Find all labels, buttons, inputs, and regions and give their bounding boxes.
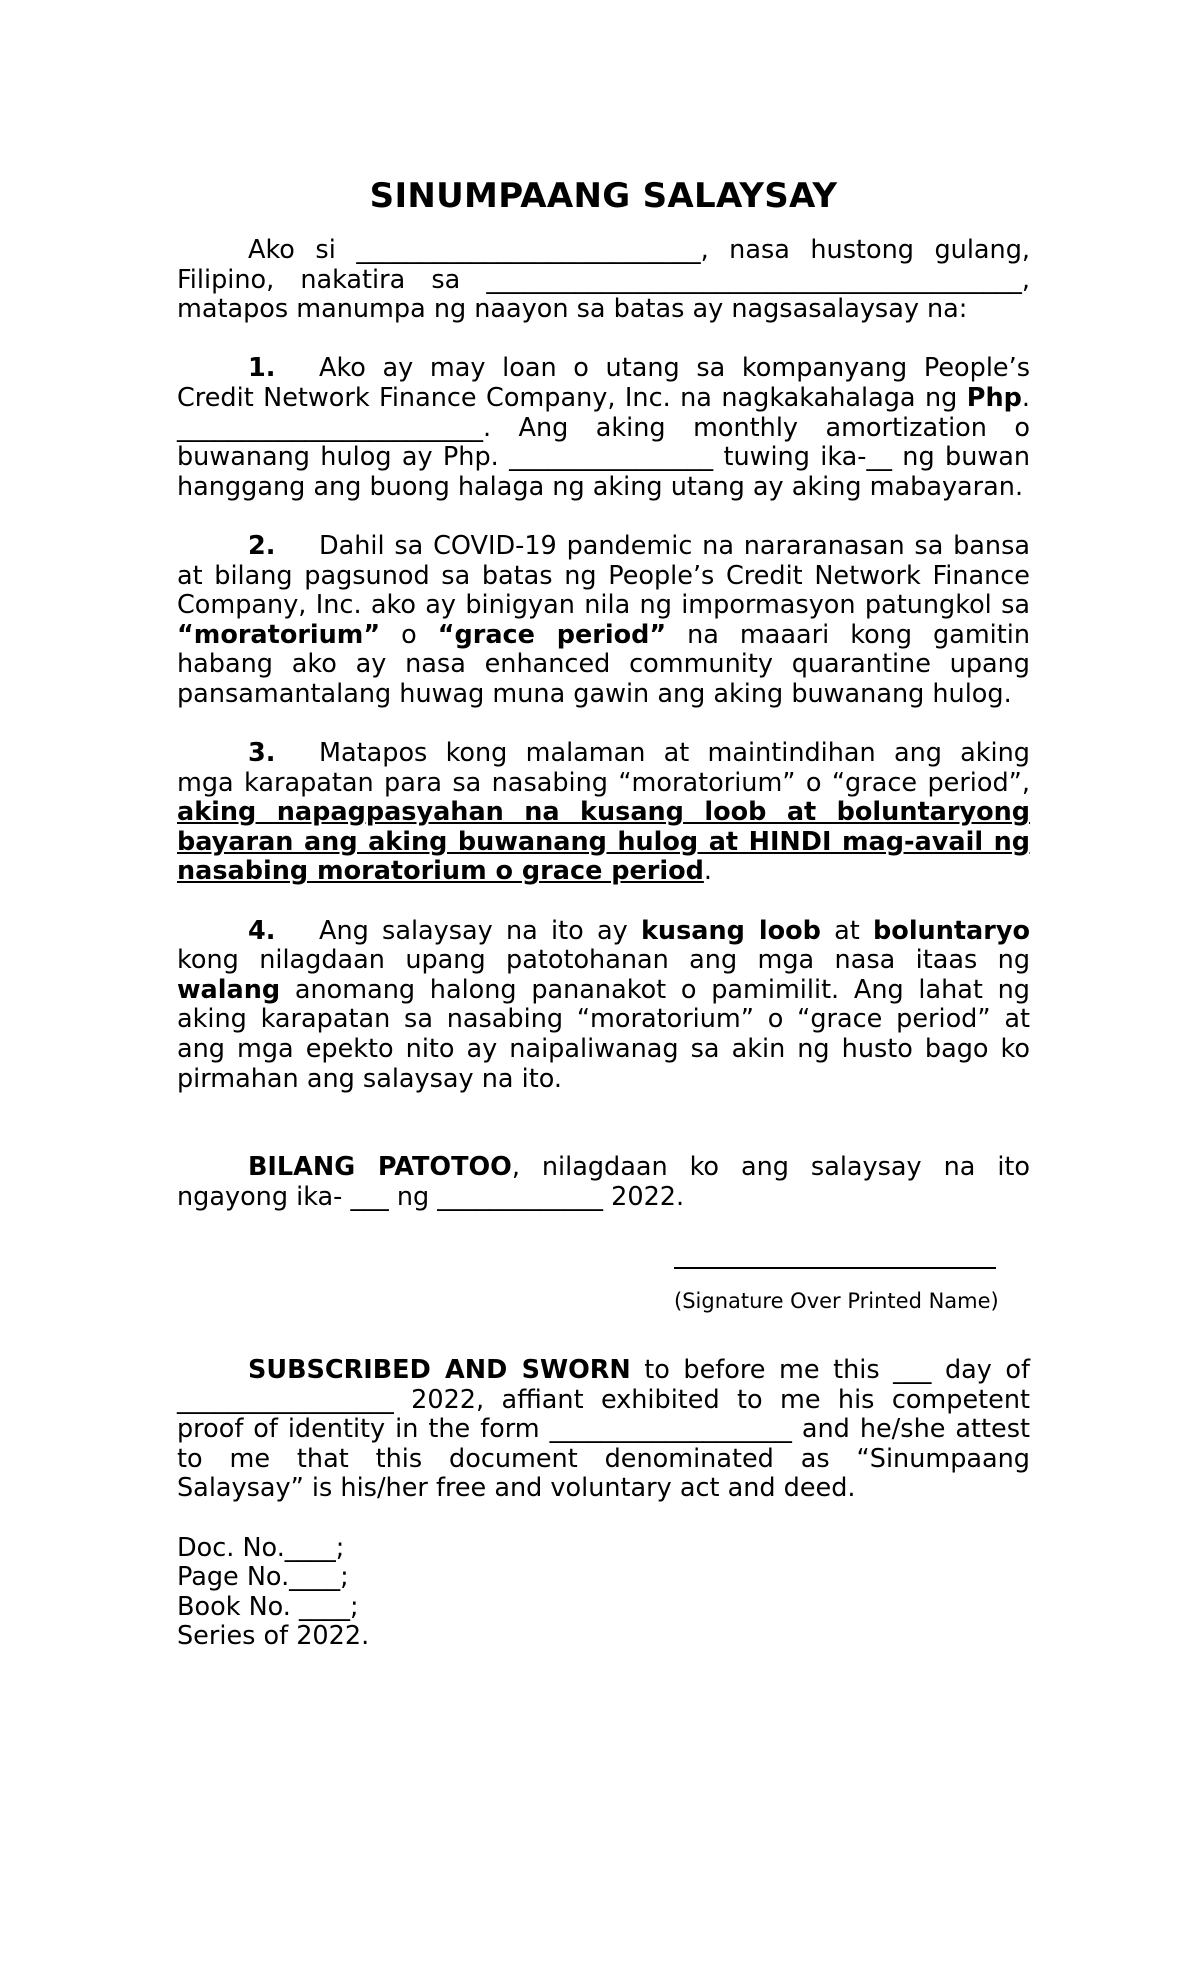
document-title: SINUMPAANG SALAYSAY — [369, 176, 838, 216]
item-4-text-c: anomang halong pananakot o pamimilit. Ang lahat ng aking karapatan sa nasabing “moratorium” o “grace period” at ang mga epekto nito ay naipaliwanag sa akin ng husto bago ko pirmahan ang salaysay na ito. — [177, 974, 1030, 1094]
series: Series of 2022. — [177, 1621, 370, 1652]
intro-nasa: , nasa hustong gulang, Filipino, nakatira sa — [177, 235, 1030, 295]
signature-line — [674, 1267, 996, 1269]
item-1-php: Php — [966, 382, 1022, 413]
item-4-text-b: kong nilagdaan upang patotohanan ang mga nasa itaas ng — [177, 945, 1030, 976]
intro-end: , matapos manumpa ng naayon sa batas ay nagsasalaysay na: — [177, 264, 1031, 325]
item-1-text-b: . ________________________. Ang aking monthly amortization o buwanang hulog ay Php. ________________ tuwing ika-__ ng buwan hanggang ang buong halaga ng aking utang ay aking mabayaran. — [177, 382, 1030, 502]
item-4-paragraph — [177, 917, 1030, 1095]
item-2-o: o — [380, 619, 438, 650]
item-2-paragraph — [177, 532, 1030, 710]
document-page — [177, 176, 1030, 1652]
signature-caption: (Signature Over Printed Name) — [674, 1289, 999, 1314]
item-2-grace-period: “grace period” — [437, 619, 667, 650]
item-4-boluntaryo: boluntaryo — [873, 915, 1030, 946]
item-1-number: 1. — [248, 353, 276, 384]
item-3-end: . — [703, 856, 712, 887]
patotoo-heading: BILANG PATOTOO — [248, 1152, 512, 1183]
item-2-moratorium: “moratorium” — [177, 619, 381, 650]
name-blank: ___________________________ — [356, 235, 701, 265]
item-4-number: 4. — [248, 915, 276, 946]
jurat-paragraph — [177, 1356, 1030, 1504]
item-4-kusang-loob: kusang loob — [640, 915, 821, 946]
signature-block — [177, 1212, 1030, 1326]
jurat-text: to before me this ___ day of _________________ 2022, affiant exhibited to me his competent proof of identity in the form ___________________ and he/she attest to me that this document denominated as “Sinumpaang Salaysay” is his/her free and voluntary act and deed. — [177, 1355, 1030, 1504]
intro-paragraph — [177, 236, 1030, 325]
address-blank: __________________________________________ — [486, 264, 1022, 295]
jurat-heading: SUBSCRIBED AND SWORN — [248, 1355, 631, 1385]
item-2-number: 2. — [248, 530, 276, 561]
item-3-paragraph — [177, 739, 1030, 887]
patotoo-paragraph — [177, 1153, 1030, 1212]
item-3-underlined-decision: aking napagpasyahan na kusang loob at boluntaryong bayaran ang aking buwanang hulog at HINDI mag-avail ng nasabing moratorium o grace period — [177, 797, 1030, 887]
item-1-text-a: Ako ay may loan o utang sa kompanyang People’s Credit Network Finance Company, Inc. na nagkakahalaga ng — [177, 353, 1030, 413]
item-4-walang: walang — [177, 974, 281, 1005]
patotoo-text: , nilagdaan ko ang salaysay na ito ngayong ika- ___ ng _____________ 2022. — [177, 1152, 1030, 1212]
item-2-text-b: na maaari kong gamitin habang ako ay nasa enhanced community quarantine upang pansamantalang huwag muna gawin ang aking buwanang hulog. — [177, 619, 1030, 709]
notarial-register — [177, 1534, 1030, 1652]
book-no: Book No. ____; — [177, 1591, 359, 1622]
item-4-text-a: Ang salaysay na ito ay — [319, 915, 641, 946]
item-3-number: 3. — [248, 738, 276, 769]
item-2-text-a: Dahil sa COVID-19 pandemic na nararanasan sa bansa at bilang pagsunod sa batas ng People’s Credit Network Finance Company, Inc. ako ay binigyan nila ng impormasyon patungkol sa — [177, 530, 1030, 621]
page-no: Page No.____; — [177, 1562, 349, 1593]
doc-no: Doc. No.____; — [177, 1532, 345, 1563]
item-3-text-a: Matapos kong malaman at maintindihan ang aking mga karapatan para sa nasabing “moratorium” o “grace period”, — [177, 738, 1030, 798]
item-1-paragraph — [177, 354, 1030, 502]
item-4-at: at — [820, 915, 874, 946]
intro-ako-si: Ako si — [248, 235, 336, 265]
